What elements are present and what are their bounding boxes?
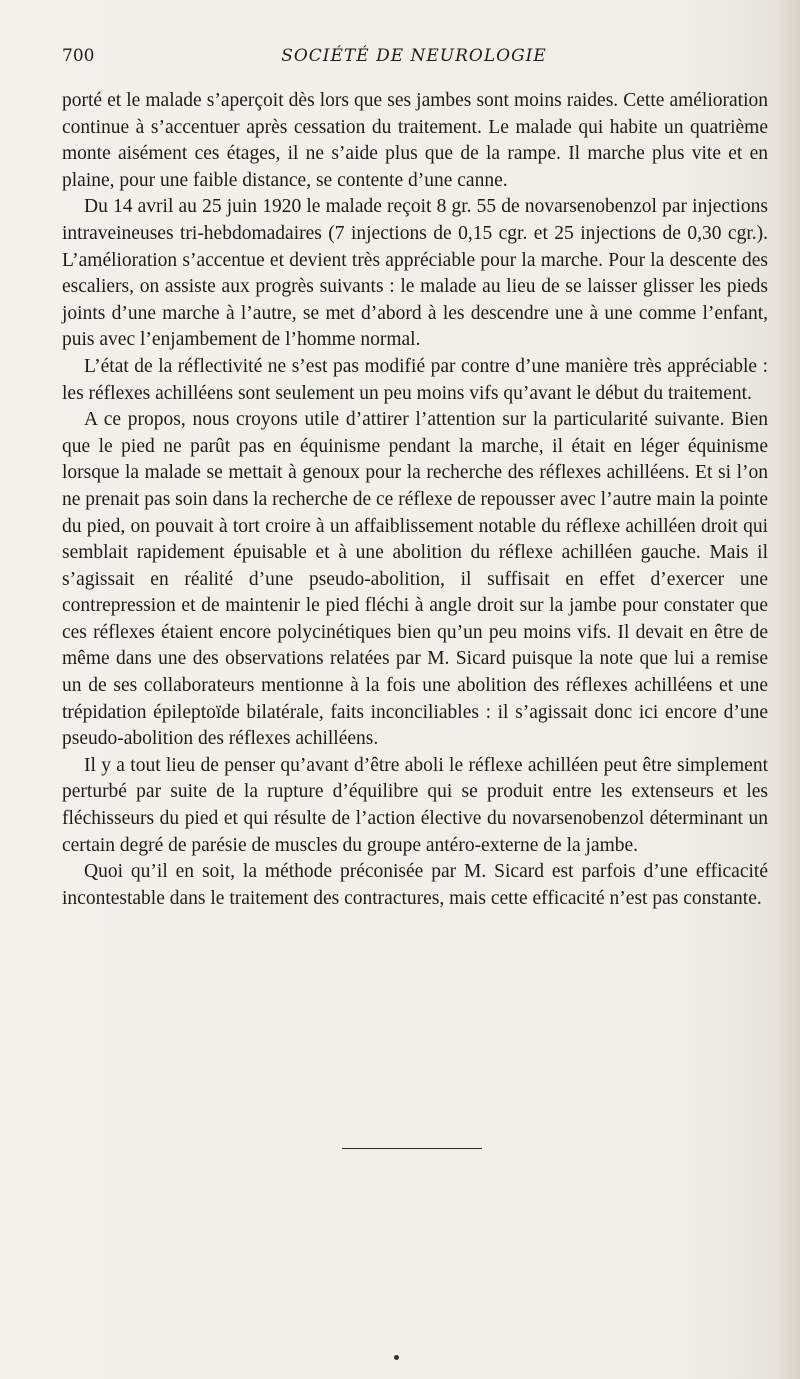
page-number: 700 xyxy=(62,46,95,66)
paragraph: Du 14 avril au 25 juin 1920 le malade reçoit 8 gr. 55 de novarsenobenzol par injections intraveineuses tri-hebdomadaires (7 injections de 0,15 cgr. et 25 injections de 0,30 cgr.). L’amélioration s’accentue et devient très appréciable pour la marche. Pour la descente des escaliers, on assiste aux progrès suivants : le malade au lieu de se laisser glisser les pieds joints d’une marche à l’autre, se met d’abord à les descendre une à une comme l’enfant, puis avec l’enjambement de l’homme normal. xyxy=(62,196,768,351)
paragraph: A ce propos, nous croyons utile d’attirer l’attention sur la particularité suivante. Bien que le pied ne parût pas en équinisme pendant la marche, il était en léger équinisme lorsque la malade se mettait à genoux pour la recherche des réflexes achilléens. Et si l’on ne prenait pas soin dans la recherche de ce réflexe de repousser avec l’autre main la pointe du pied, on pouvait à tort croire à un affaiblissement notable du réflexe achilléen droit qui semblait rapidement épuisable et à une abolition du réflexe achilléen gauche. Mais il s’agissait en réalité d’une pseudo-abolition, il suffisait en effet d’exercer une contrepression et de maintenir le pied fléchi à angle droit sur la jambe pour constater que ces réflexes étaient encore polycinétiques bien qu’un peu moins vifs. Il devait en être de même dans une des observations relatées par M. Sicard puisque la note que lui a remise un de ses collaborateurs mentionne à la fois une abolition des réflexes achilléens et une trépidation épileptoïde bilatérale, faits inconciliables : il s’agissait donc ici encore d’une pseudo-abolition des réflexes achilléens. xyxy=(62,409,768,750)
paragraph: Quoi qu’il en soit, la méthode préconisée par M. Sicard est parfois d’une efficacité incontestable dans le traitement des contractures, mais cette efficacité n’est pas constante. xyxy=(62,861,768,909)
print-mark xyxy=(394,1355,399,1360)
paragraph: Il y a tout lieu de penser qu’avant d’être aboli le réflexe achilléen peut être simplement perturbé par suite de la rupture d’équilibre qui se produit entre les extenseurs et les fléchisseurs du pied et qui résulte de l’action élective du novarsenobenzol déterminant un certain degré de parésie de muscles du groupe antéro-externe de la jambe. xyxy=(62,754,768,856)
page-header xyxy=(62,46,766,72)
paragraph: porté et le malade s’aperçoit dès lors que ses jambes sont moins raides. Cette amélioration continue à s’accentuer après cessation du traitement. Le malade qui habite un quatrième monte aisément ces étages, il ne s’aide plus que de la rampe. Il marche plus vite et en plaine, pour une faible distance, se contente d’une canne. xyxy=(62,90,768,191)
running-head: SOCIÉTÉ DE NEUROLOGIE xyxy=(281,46,547,66)
paragraph: L’état de la réflectivité ne s’est pas modifié par contre d’une manière très appréciable : les réflexes achilléens sont seulement un peu moins vifs qu’avant le début du traitement. xyxy=(62,355,768,404)
section-divider xyxy=(342,1148,482,1149)
body-text xyxy=(62,88,768,912)
